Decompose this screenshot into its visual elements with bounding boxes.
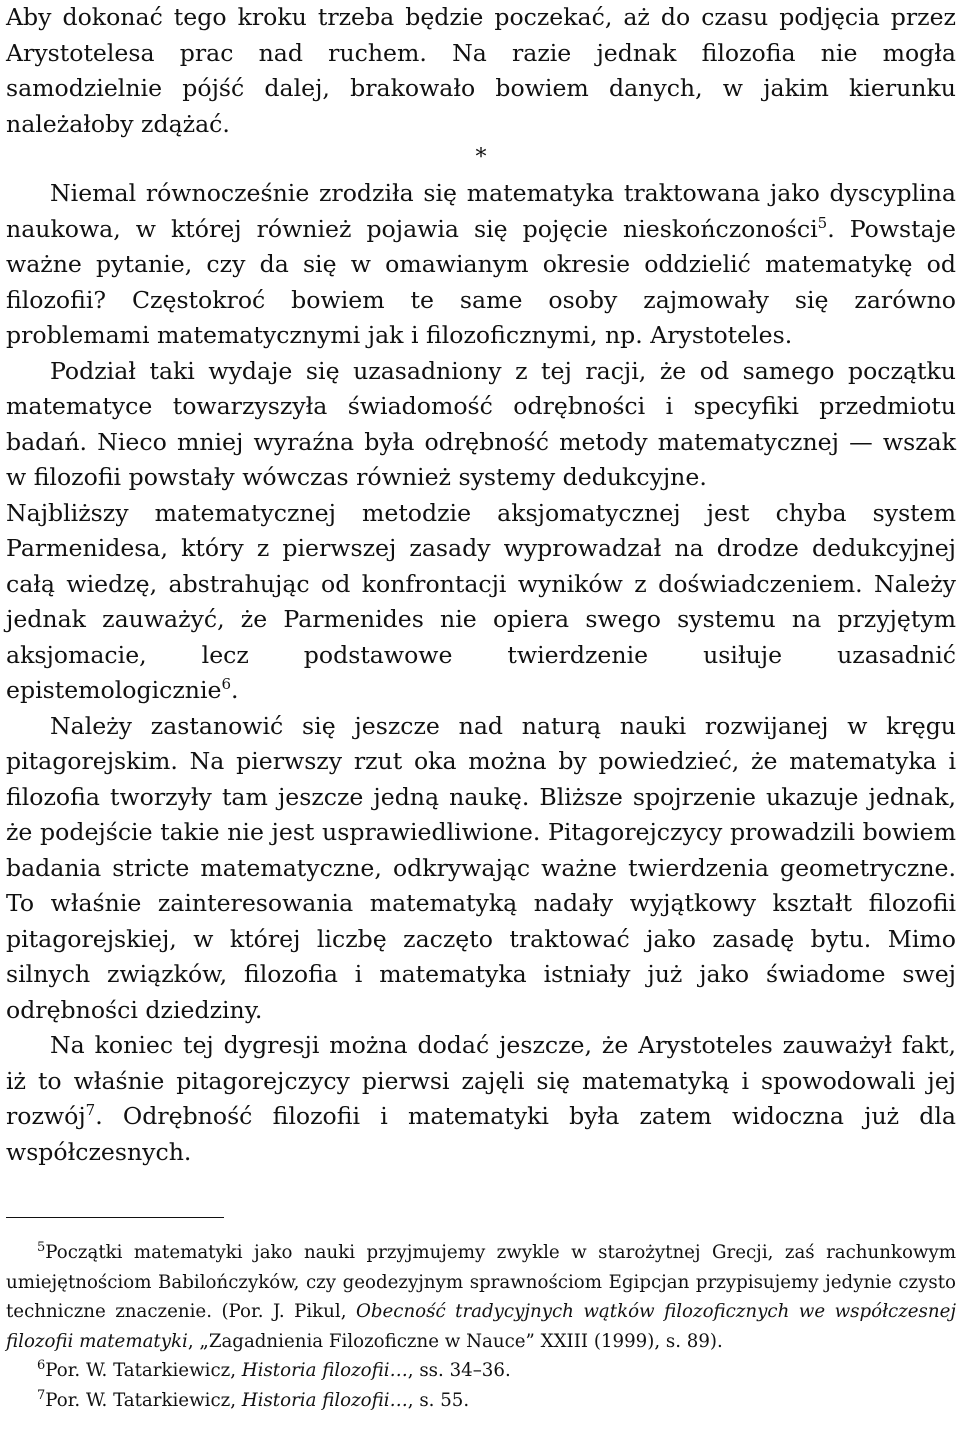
paragraph-2-text-b: . Powstaje ważne pytanie, czy da się w omawianym okresie oddzielić matematykę od filozofii? Częstokroć bowiem te same osoby zajmowały się zarówno problemami matematycznymi jak i filozoficznymi, np. Arystoteles. [6,214,956,349]
footnote-6-number: 6 [37,1358,46,1374]
paragraph-3: Podział taki wydaje się uzasadniony z tej racji, że od samego początku matematyce towarzyszyła świadomość odrębności i specyfiki przedmiotu badań. Nieco mniej wyraźna była odrębność metody matematycznej — wszak w filozofii powstały wówczas również systemy dedukcyjne. [6,356,956,491]
paragraph-4 [6,496,956,709]
document-body [6,0,956,1170]
paragraph-2-text-a: Niemal równocześnie zrodziła się matematyka traktowana jako dyscyplina naukowa, w której również pojawia się pojęcie nieskończoności [6,179,956,243]
footnote-7 [6,1386,956,1416]
footnote-7-text-b: , s. 55. [407,1389,470,1411]
paragraph-2 [6,176,956,354]
footnote-7-title: Historia filozofii… [241,1389,408,1411]
footnote-5-text-a: Początki matematyki jako nauki przyjmujemy zwykle w starożytnej Grecji, zaś rachunkowym umiejętnościom Babilończyków, czy geodezyjnym sprawnościom Egipcjan przypisujemy jedynie czysto techniczne znaczenie. (Por. J. Pikul, [6,1242,956,1323]
paragraph-1: Aby dokonać tego kroku trzeba będzie poczekać, aż do czasu podjęcia przez Arystotelesa prac nad ruchem. Na razie jednak filozofia nie mogła samodzielnie pójść dalej, brakowało bowiem danych, w jakim kierunku należałoby zdążać. [6,3,956,138]
paragraph-4-text-a: Najbliższy matematycznej metodzie aksjomatycznej jest chyba system Parmenidesa, który z pierwszej zasady wyprowadzał na drodze dedukcyjnej całą wiedzę, abstrahując od konfrontacji wyników z doświadczeniem. Należy jednak zauważyć, że Parmenides nie opiera swego systemu na przyjętym aksjomacie, lecz podstawowe twierdzenie usiłuje uzasadnić epistemologicznie [6,498,956,704]
paragraph-6-text-a: Na koniec tej dygresji można dodać jeszcze, że Arystoteles zauważył fakt, iż to właśnie pitagorejczycy pierwsi zajęli się matematyką i spowodowali jej rozwój [6,1031,956,1130]
footnote-rule [6,1217,224,1218]
paragraph-6 [6,1028,956,1170]
footnote-ref-5[interactable]: 5 [817,213,828,232]
footnote-5 [6,1238,956,1356]
footnote-6-text-a: Por. W. Tatarkiewicz, [45,1360,242,1382]
footnotes [6,1238,956,1416]
footnote-6 [6,1356,956,1386]
footnote-7-text-a: Por. W. Tatarkiewicz, [45,1389,242,1411]
footnote-5-title: Obecność tradycyjnych wątków filozoficznych we współczesnej filozofii matematyki [6,1301,956,1352]
footnote-6-text-b: , ss. 34–36. [407,1360,511,1382]
footnote-5-number: 5 [37,1240,46,1255]
paragraph-6-text-b: . Odrębność filozofii i matematyki była zatem widoczna już dla współczesnych. [6,1102,956,1166]
section-separator: * [475,145,487,170]
paragraph-5: Należy zastanowić się jeszcze nad naturą nauki rozwijanej w kręgu pitagorejskim. Na pierwszy rzut oka można by powiedzieć, że matematyka i filozofia tworzyły tam jeszcze jedną naukę. Bliższe spojrzenie ukazuje jednak, że podejście takie nie jest usprawiedliwione. Pitagorejczycy prowadzili bowiem badania stricte matematyczne, odkrywając ważne twierdzenia geometryczne. To właśnie zainteresowania matematyką nadały wyjątkowy kształt filozofii pitagorejskiej, w której liczbę zaczęto traktować jako zasadę bytu. Mimo silnych związków, filozofia i matematyka istniały już jako świadome swej odrębności dziedziny. [6,711,956,1024]
footnote-ref-6[interactable]: 6 [221,675,232,693]
paragraph-4-text-b: . [231,676,239,704]
footnote-ref-7[interactable]: 7 [85,1101,96,1119]
footnote-6-title: Historia filozofii… [241,1360,408,1382]
footnote-5-text-b: , „Zagadnienia Filozoficzne w Nauce” XXIII (1999), s. 89). [187,1330,723,1352]
footnote-7-number: 7 [37,1387,46,1403]
